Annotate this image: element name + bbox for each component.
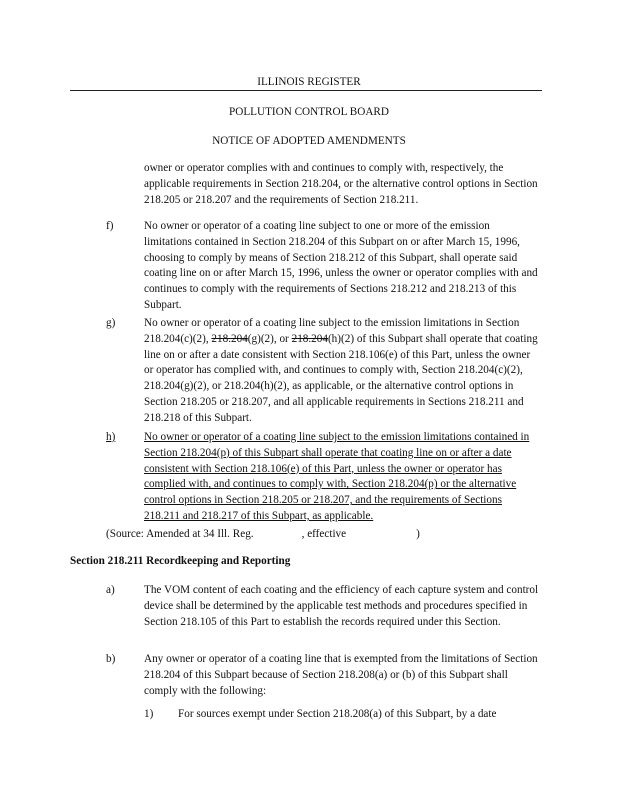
item-g-paragraph — [144, 316, 540, 427]
agency-title: POLLUTION CONTROL BOARD — [229, 106, 389, 118]
item-b-letter: b) — [106, 653, 116, 665]
item-f-letter: f) — [106, 220, 114, 232]
source-note — [106, 527, 546, 543]
register-title: ILLINOIS REGISTER — [257, 76, 361, 88]
item-g-strike-2: 218.204 — [291, 332, 328, 345]
source-text: (Source: Amended at 34 Ill. Reg. — [106, 528, 254, 540]
item-g-strike-1: 218.204 — [211, 332, 248, 345]
item-b1-text: For sources exempt under Section 218.208(a) of this Subpart, by a date — [178, 708, 497, 720]
item-g-letter: g) — [106, 317, 116, 329]
item-a-paragraph: The VOM content of each coating and the efficiency of each capture system and control device shall be determined by the applicable test methods and procedures specified in Section 218.105 of this Part to establish the records required under this Section. — [144, 584, 539, 628]
header-rule — [70, 90, 542, 91]
item-b-paragraph: Any owner or operator of a coating line that is exempted from the limitations of Section 218.204 of this Subpart because of Section 218.208(a) or (b) of this Subpart shall comply with the following: — [144, 653, 538, 697]
item-b1-number: 1) — [144, 708, 154, 720]
item-g-text-3: (h)(2) of this Subpart shall operate that coating line on or after a date consistent with Section 218.106(e) of this Part, unless the owner or operator has complied with, and continues to comply with, Section 218.204(c)(2), 218.204(g)(2), or 218.204(h)(2), as applicable, or the alternative control options in Section 218.205 or 218.207, and all applicable requirements in Sections 218.211 and 218.218 of this Subpart. — [144, 332, 538, 424]
notice-title: NOTICE OF ADOPTED AMENDMENTS — [212, 135, 406, 147]
item-g-text-2: (g)(2), or — [247, 332, 292, 345]
source-effective: , effective — [301, 528, 347, 540]
item-f-paragraph: No owner or operator of a coating line subject to one or more of the emission limitations contained in Section 218.204 of this Subpart on or after March 15, 1996, choosing to comply by means of Section 218.212 of this Subpart, shall operate said coating line on or after March 15, 1996, unless the owner or operator complies with and continues to comply with the requirements of Sections 218.212 and 218.213 of this Subpart. — [144, 220, 538, 311]
section-heading: Section 218.211 Recordkeeping and Reporting — [70, 555, 291, 567]
continuation-paragraph: owner or operator complies with and continues to comply with, respectively, the applicable requirements in Section 218.204, or the alternative control options in Section 218.205 or 218.207 and the requirements of Section 218.211. — [144, 162, 538, 206]
item-g-text-1: No owner or operator of a coating line subject to the emission limitations in Section 218.204(c)(2), — [144, 317, 520, 345]
item-h-letter: h) — [106, 431, 116, 443]
item-h-paragraph: No owner or operator of a coating line subject to the emission limitations contained in Section 218.204(p) of this Subpart shall operate that coating line on or after a date consistent with Section 218.106(e) of this Part, unless the owner or operator has complied with, and continues to comply with, Section 218.204(p) or the alternative control options in Section 218.205 or 218.207, and the requirements of Sections 218.211 and 218.217 of this Subpart, as applicable. — [144, 431, 530, 522]
source-close: ) — [416, 528, 420, 540]
item-a-letter: a) — [106, 584, 115, 596]
